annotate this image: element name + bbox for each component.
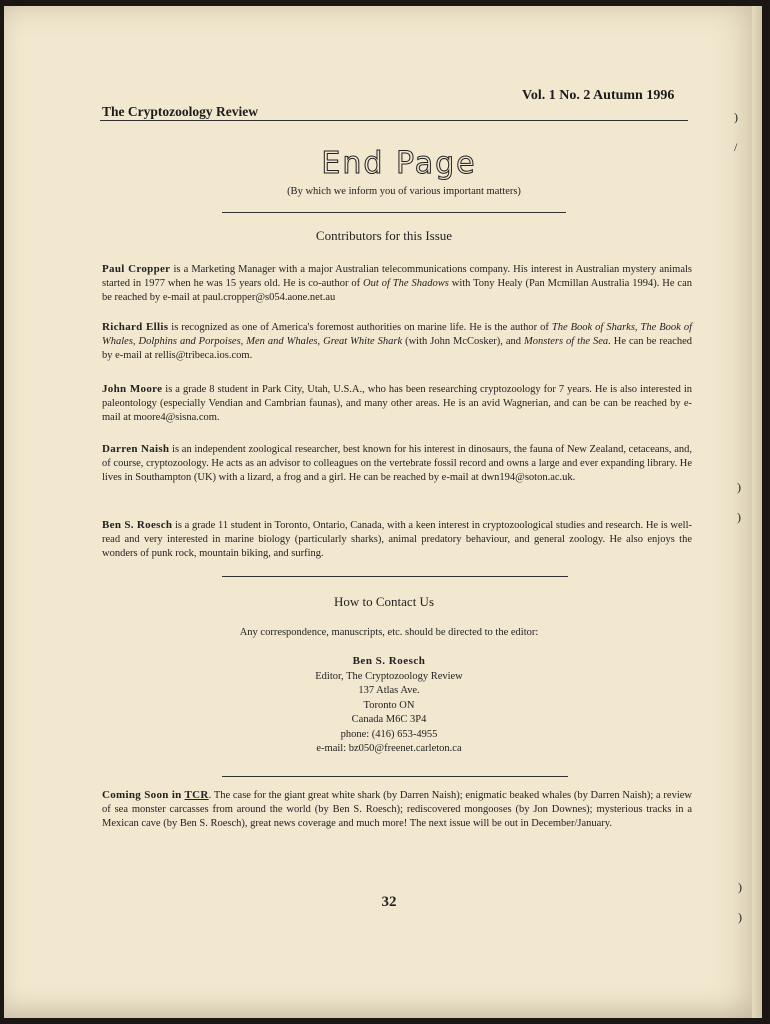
tcr-label: TCR	[184, 789, 209, 801]
contributor-john-moore: John Moore is a grade 8 student in Park City, Utah, U.S.A., who has been researching cryptozoology for 7 years. He is also interested in paleontology (especially Vendian and Cambrian faunas), and many other areas. He is an avid Wagnerian, and can be can be reached by e-mail at moore4@sisna.com.	[102, 383, 693, 423]
contact-phone: phone: (416) 653-4955	[340, 728, 438, 740]
section-rule	[222, 576, 568, 577]
editor-name: Ben S. Roesch	[352, 655, 426, 667]
page-subtitle: (By which we inform you of various important matters)	[287, 186, 521, 197]
margin-mark: )	[738, 880, 742, 894]
address-street: 137 Atlas Ave.	[358, 685, 420, 696]
coming-soon-label: Coming Soon in	[102, 789, 185, 801]
journal-title: The Cryptozoology Review	[102, 104, 258, 119]
contributor-name: John Moore	[102, 383, 163, 395]
contributor-ben-roesch: Ben S. Roesch is a grade 11 student in Toronto, Ontario, Canada, with a keen interest in cryptozoological studies and research. He is well-read and very interested in marine biology (particularly sharks), animal predatory behaviour, and general zoology. He also enjoys the wonders of punk rock, mountain biking, and surfing.	[102, 519, 693, 559]
margin-mark: /	[734, 140, 738, 154]
page-number: 32	[381, 894, 397, 910]
page-title: End Page	[321, 146, 477, 181]
address-postal: Canada M6C 3P4	[351, 714, 427, 725]
contact-rule	[222, 776, 568, 777]
volume-info: Vol. 1 No. 2 Autumn 1996	[522, 88, 675, 103]
contributor-name: Richard Ellis	[102, 321, 169, 333]
contributor-paul-cropper: Paul Cropper is a Marketing Manager with a major Australian telecommunications company. His interest in Australian mystery animals started in 1977 when he was 15 years old. He is co-author of Out of The Shadows with Tony Healy (Pan Mcmillan Australia 1994). He can be reached by e-mail at paul.cropper@s054.aone.net.au	[102, 263, 692, 303]
contributor-darren-naish: Darren Naish is an independent zoological researcher, best known for his interest in dinosaurs, the fauna of New Zealand, cetaceans, and, of course, cryptozoology. He acts as an advisor to colleagues on the vertebrate fossil record and owns a large and ever expanding library. He lives in Southampton (UK) with a lizard, a frog and a girl. He can be reached by e-mail at dwn194@soton.ac.uk.	[102, 443, 692, 483]
contributor-name: Paul Cropper	[102, 263, 171, 275]
contact-address-block	[184, 654, 594, 757]
contact-heading: How to Contact Us	[333, 594, 435, 609]
margin-mark: )	[738, 910, 742, 924]
document-page	[4, 6, 762, 1018]
contributors-heading: Contributors for this Issue	[315, 228, 453, 243]
contributor-name: Ben S. Roesch	[102, 519, 173, 531]
page-edge	[752, 6, 762, 1018]
contributor-richard-ellis: Richard Ellis is recognized as one of America's foremost authorities on marine life. He is the author of The Book of Sharks, The Book of Whales, Dolphins and Porpoises, Men and Whales, Great White Shark (with John McCosker), and Monsters of the Sea. He can be reached by e-mail at rellis@tribeca.ios.com.	[102, 321, 692, 361]
margin-mark: )	[737, 480, 741, 494]
address-city: Toronto ON	[363, 699, 415, 711]
contact-intro: Any correspondence, manuscripts, etc. should be directed to the editor:	[239, 627, 539, 638]
editor-title: Editor, The Cryptozoology Review	[315, 670, 463, 682]
header-rule	[100, 120, 688, 121]
title-rule	[222, 212, 566, 213]
margin-mark: )	[734, 110, 738, 124]
coming-soon-paragraph: Coming Soon in TCR. The case for the giant great white shark (by Darren Naish); enigmatic beaked whales (by Darren Naish); a review of sea monster carcasses from around the world (by Ben S. Roesch); rediscovered mongooses (by Jon Downes); mysterious tracks in a Mexican cave (by Ben S. Roesch), great news coverage and much more! The next issue will be out in December/January.	[102, 789, 692, 829]
contributor-name: Darren Naish	[102, 443, 170, 455]
margin-mark: )	[737, 510, 741, 524]
contact-email: e-mail: bz050@freenet.carleton.ca	[316, 743, 462, 754]
